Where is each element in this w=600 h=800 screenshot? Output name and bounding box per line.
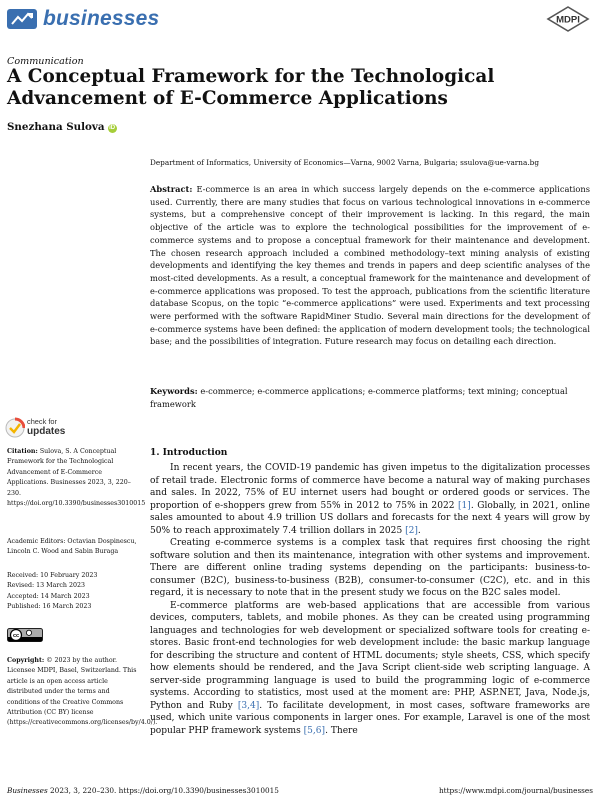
publisher-name: MDPI xyxy=(556,14,580,26)
reference-link[interactable]: [5,6] xyxy=(303,725,326,736)
paragraph-3: E-commerce platforms are web-based applications that are accessible from various devices, computers, tablets, and mobile phones. As they can be created using programming languages and technologies for web development or specialized software tools for creating e-stores. Basic front-end technologies for web development include: the basic markup language for describing the structure and content of HTML documents; style sheets, CSS, which specify how elements should be rendered, and the Java Script client-side web scripting language. A server-side programming language is used to build the programming logic of e-commerce systems. According to statistics, most used at the moment are: PHP, ASP.NET, Java, Node.js, Python and Ruby [3,4]. To facilitate development, in most cases, software frameworks are used, which unite various components in larger ones. For example, Laravel is one of the most popular PHP framework systems [5,6]. There xyxy=(150,600,590,736)
academic-editors: Academic Editors: Octavian Dospinescu, Lincoln C. Wood and Sabin Buraga xyxy=(7,538,137,556)
copyright-text: © 2023 by the author. Licensee MDPI, Basel, Switzerland. This article is an open access article distributed under the terms and conditions of the Creative Commons Attribution (CC BY) license (https://creativecommons.org/licenses/by/4.0/). xyxy=(7,657,158,727)
date-published: Published: 16 March 2023 xyxy=(7,603,92,611)
check-for-updates-badge[interactable] xyxy=(5,414,75,444)
check-line-1: check for xyxy=(27,417,57,426)
reference-link[interactable]: [3,4] xyxy=(237,700,260,711)
reference-link[interactable]: [2] xyxy=(405,525,418,536)
introduction-body xyxy=(150,462,590,737)
mdpi-logo xyxy=(546,6,590,32)
abstract xyxy=(150,183,590,348)
footer-citation: Businesses 2023, 3, 220–230. https://doi.org/10.3390/businesses3010015 xyxy=(7,786,279,795)
abstract-label: Abstract: xyxy=(150,184,193,194)
keywords-text: e-commerce; e-commerce applications; e-commerce platforms; text mining; conceptual framework xyxy=(150,386,568,409)
paragraph-1: In recent years, the COVID-19 pandemic has given impetus to the digitalization processes of retail trade. Electronic forms of commerce have become a natural way of making purchases and sales. In 2022, 75% of EU internet users had bought or ordered goods or services. The proportion of e-shoppers grew from 55% in 2012 to 75% in 2022 [1]. Globally, in 2021, online sales amounted to about 4.9 trillion US dollars and forecasts for the next 4 years will grow by 50% to reach approximately 7.4 trillion dollars in 2025 [2]. xyxy=(150,463,590,536)
article-category: Communication xyxy=(7,56,84,67)
article-dates xyxy=(7,571,137,613)
date-revised: Revised: 13 March 2023 xyxy=(7,582,85,590)
copyright-label: Copyright: xyxy=(7,657,45,664)
copyright-notice xyxy=(7,656,158,729)
journal-logo-icon xyxy=(7,7,37,31)
citation-block xyxy=(7,447,146,509)
keywords xyxy=(150,385,590,410)
cc-by-license-icon[interactable] xyxy=(7,627,43,641)
section-heading-introduction: 1. Introduction xyxy=(150,447,228,458)
date-received: Received: 10 February 2023 xyxy=(7,572,98,579)
orcid-icon[interactable]: iD xyxy=(109,125,116,131)
page-footer xyxy=(7,786,593,795)
abstract-text: E-commerce is an area in which success largely depends on the e-commerce applications used. Currently, there are many studies that focus on various technological innovations in e-commerce systems, but a comprehensive concept of their improvement is lacking. In this regard, the main objective of the article was to explore the technological possibilities for the improvement of e-commerce systems and to propose a conceptual framework for their maintenance and development. The chosen research approach included a combined methodology–text mining analysis of existing developments and identifying the key themes and trends in papers and deep scientific analyses of the most-cited developments. As a result, a conceptual framework for the maintenance and development of e-commerce applications was proposed. To test the approach, publications from the scientific literature database Scopus, on the topic “e-commerce applications” were used. Experiments and text processing were performed with the software RapidMiner Studio. Several main directions for the development of e-commerce systems have been defined: the application of modern development tools; the technological base; and the possibilities of integration. Future research may focus on detailing each direction. xyxy=(150,184,590,347)
journal-logo xyxy=(7,7,159,31)
footer-url[interactable]: https://www.mdpi.com/journal/businesses xyxy=(438,786,593,795)
author-line xyxy=(7,121,117,133)
date-accepted: Accepted: 14 March 2023 xyxy=(7,592,90,600)
author-name: Snezhana Sulova xyxy=(7,121,105,133)
article-title: A Conceptual Framework for the Technological Advancement of E-Commerce Applications xyxy=(7,66,495,109)
citation-label: Citation: xyxy=(7,448,38,455)
paragraph-2: Creating e-commerce systems is a complex task that requires first choosing the right software solution and then its maintenance, integration with other systems and improvement. There are different online trading systems depending on the participants: business-to-consumer (B2C), business-to-business (B2B), consumer-to-consumer (C2C), etc. and in this regard, it is necessary to note that in the present study we focus on the B2C sales model. xyxy=(150,538,590,598)
svg-text:cc: cc xyxy=(12,633,20,639)
citation-text: Sulova, S. A Conceptual Framework for the Technological Advancement of E-Commerce Applications. Businesses 2023, 3, 220–230. https://doi.org/10.3390/businesses3010015 xyxy=(7,448,146,508)
footer-journal: Businesses xyxy=(7,786,48,795)
reference-link[interactable]: [1] xyxy=(458,500,471,511)
check-line-2: updates xyxy=(27,426,66,437)
keywords-label: Keywords: xyxy=(150,386,198,396)
page-header xyxy=(0,0,600,40)
check-for-updates-icon xyxy=(5,417,25,439)
affiliation: Department of Informatics, University of Economics—Varna, 9002 Varna, Bulgaria; ssulova@ue-varna.bg xyxy=(150,158,539,167)
journal-name: businesses xyxy=(43,7,160,30)
